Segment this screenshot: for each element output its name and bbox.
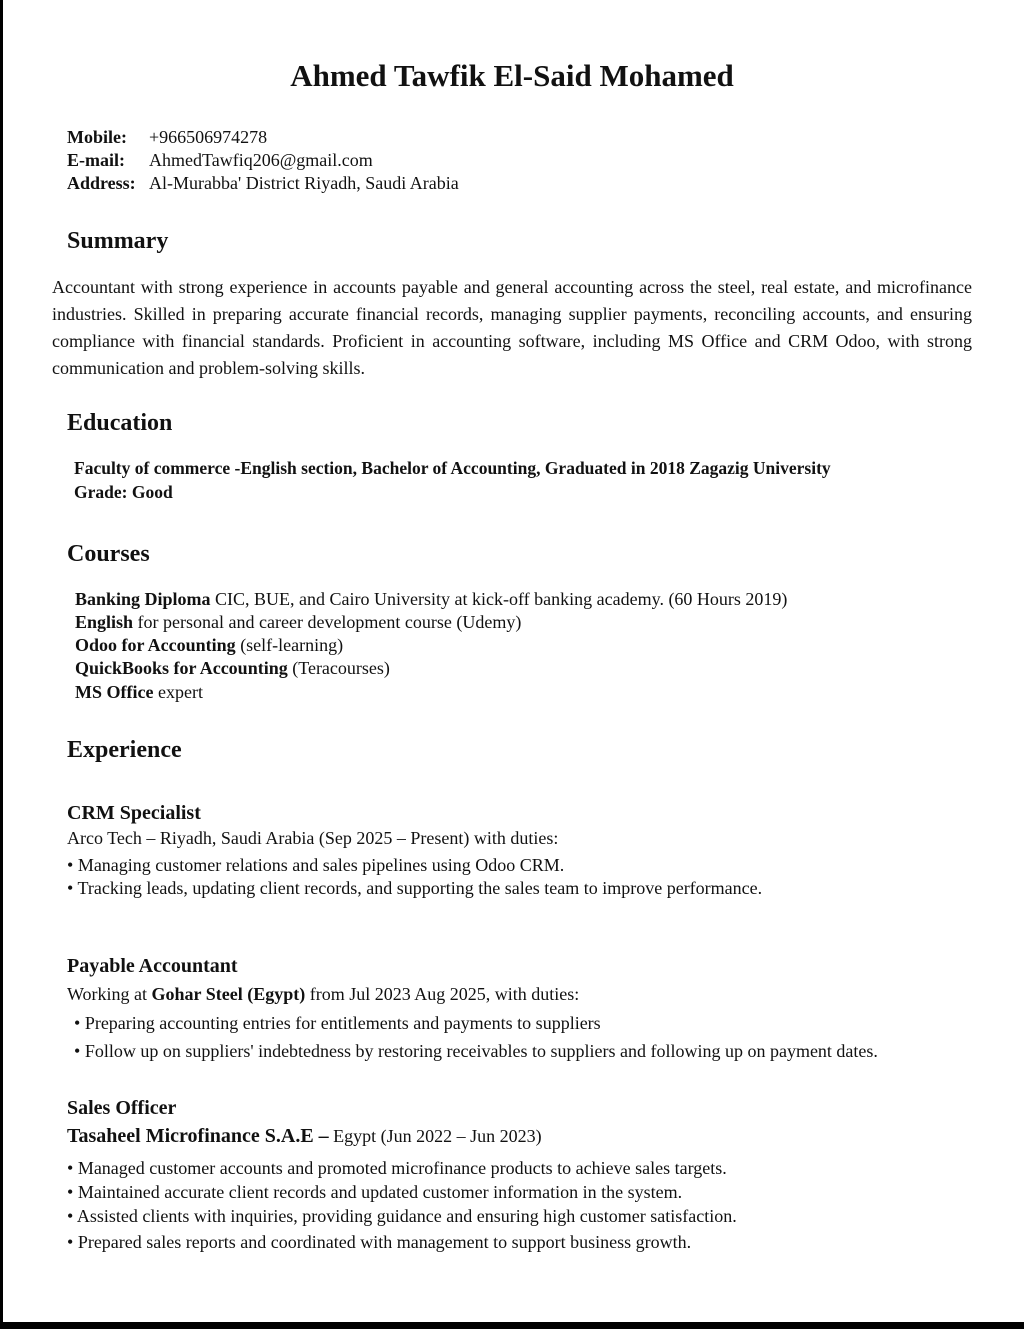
contact-mobile xyxy=(67,127,267,148)
course-item xyxy=(75,635,343,656)
page-edge-left xyxy=(0,0,3,1329)
mobile-label: Mobile: xyxy=(67,127,127,147)
course-name: QuickBooks for Accounting xyxy=(75,658,288,678)
course-detail: (Teracourses) xyxy=(287,658,390,678)
duty-text: Preparing accounting entries for entitlements and payments to suppliers xyxy=(84,1013,601,1033)
resume-name: Ahmed Tawfik El-Said Mohamed xyxy=(290,58,734,93)
mobile-value: +966506974278 xyxy=(149,127,268,147)
job-duty xyxy=(67,1206,737,1227)
bullet-icon: • xyxy=(67,878,74,898)
job-title: Payable Accountant xyxy=(67,955,238,977)
bullet-icon: • xyxy=(67,1232,74,1252)
duty-text: Follow up on suppliers' indebtedness by restoring receivables to suppliers and following up on payment dates. xyxy=(84,1041,878,1061)
bullet-icon: • xyxy=(74,1013,81,1033)
course-name: Odoo for Accounting xyxy=(75,635,236,655)
job-duty xyxy=(67,1158,727,1179)
job-duty xyxy=(67,1182,682,1203)
duty-text: Managed customer accounts and promoted microfinance products to achieve sales targets. xyxy=(77,1158,727,1178)
course-item xyxy=(75,589,787,610)
job-title: Sales Officer xyxy=(67,1097,177,1119)
bullet-icon: • xyxy=(74,1041,81,1061)
course-detail: (self-learning) xyxy=(235,635,344,655)
job-company xyxy=(67,1125,542,1148)
summary-heading: Summary xyxy=(67,228,169,254)
course-detail: CIC, BUE, and Cairo University at kick-off banking academy. (60 Hours 2019) xyxy=(210,589,788,609)
bullet-icon: • xyxy=(67,1158,74,1178)
company-detail: Egypt (Jun 2022 – Jun 2023) xyxy=(328,1126,542,1146)
address-value: Al-Murabba' District Riyadh, Saudi Arabia xyxy=(149,173,459,193)
job-duty xyxy=(67,1232,691,1253)
summary-paragraph: Accountant with strong experience in accounts payable and general accounting across the steel, real estate, and microfinance industries. Skilled in preparing accurate financial records, managing supplier payments, reconciling accounts, and ensuring compliance with financial standards. Proficient in accounting software, including MS Office and CRM Odoo, with strong communication and problem-solving skills. xyxy=(52,277,972,378)
duty-text: Tracking leads, updating client records, and supporting the sales team to improve performance. xyxy=(77,878,763,898)
email-value: AhmedTawfiq206@gmail.com xyxy=(149,150,373,170)
education-heading: Education xyxy=(67,410,173,436)
course-name: English xyxy=(75,612,134,632)
job-title: CRM Specialist xyxy=(67,802,201,824)
contact-email xyxy=(67,150,373,171)
education-degree: Faculty of commerce -English section, Bachelor of Accounting, Graduated in 2018 Zagazig University xyxy=(74,458,831,478)
course-item xyxy=(75,682,203,703)
duty-text: Managing customer relations and sales pipelines using Odoo CRM. xyxy=(77,855,565,875)
course-name: Banking Diploma xyxy=(75,589,211,609)
job-duty xyxy=(67,855,564,876)
course-item xyxy=(75,612,521,633)
education-grade: Grade: Good xyxy=(74,482,173,502)
course-detail: expert xyxy=(153,682,203,702)
bullet-icon: • xyxy=(67,855,74,875)
contact-address xyxy=(67,173,459,194)
duty-text: Maintained accurate client records and updated customer information in the system. xyxy=(77,1182,683,1202)
experience-heading: Experience xyxy=(67,737,182,763)
subtitle-text: Working at xyxy=(67,984,152,1004)
courses-heading: Courses xyxy=(67,541,150,567)
employer-name: Tasaheel Microfinance S.A.E – xyxy=(67,1125,329,1147)
course-item xyxy=(75,658,390,679)
page-edge-bottom xyxy=(0,1322,1024,1329)
job-duty xyxy=(74,1013,601,1034)
bullet-icon: • xyxy=(67,1182,74,1202)
job-subtitle xyxy=(67,984,579,1005)
course-name: MS Office xyxy=(75,682,154,702)
course-detail: for personal and career development course (Udemy) xyxy=(133,612,522,632)
subtitle-text: from Jul 2023 Aug 2025, with duties: xyxy=(305,984,580,1004)
job-subtitle: Arco Tech – Riyadh, Saudi Arabia (Sep 2025 – Present) with duties: xyxy=(67,828,559,848)
summary-text xyxy=(52,274,972,382)
employer-name: Gohar Steel (Egypt) xyxy=(151,984,306,1004)
duty-text: Assisted clients with inquiries, providing guidance and ensuring high customer satisfaction. xyxy=(76,1206,737,1226)
address-label: Address: xyxy=(67,173,136,193)
duty-text: Prepared sales reports and coordinated with management to support business growth. xyxy=(77,1232,692,1252)
email-label: E-mail: xyxy=(67,150,125,170)
job-duty xyxy=(74,1041,878,1062)
bullet-icon: • xyxy=(67,1206,74,1226)
job-duty xyxy=(67,878,762,899)
